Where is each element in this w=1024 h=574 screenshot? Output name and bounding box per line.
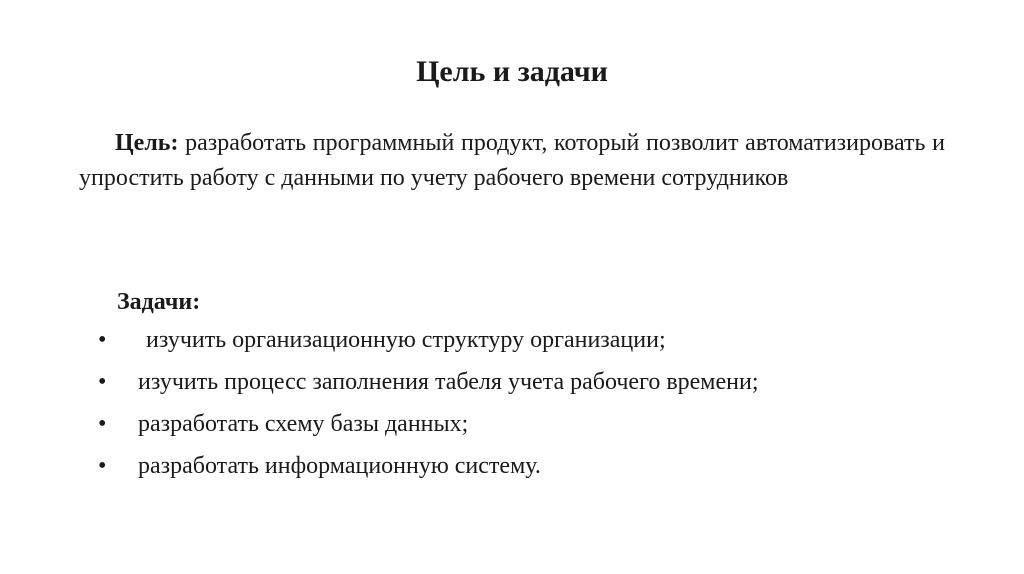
task-list [0, 324, 1024, 492]
task-item [0, 450, 1024, 492]
bullet-icon: • [98, 411, 107, 437]
goal-text: разработать программный продукт, который позволит автоматизировать и упростить работу с данными по учету рабочего времени сотрудников [79, 130, 945, 191]
task-text: разработать схему базы данных; [138, 411, 469, 437]
task-text: разработать информационную систему. [138, 453, 541, 479]
task-item [0, 324, 1024, 366]
tasks-heading: Задачи: [117, 289, 201, 315]
task-text: изучить организационную структуру организации; [146, 327, 666, 353]
bullet-icon: • [98, 327, 107, 353]
task-text: изучить процесс заполнения табеля учета рабочего времени; [138, 369, 759, 395]
slide-title: Цель и задачи [416, 55, 608, 88]
bullet-icon: • [98, 369, 107, 395]
task-item [0, 366, 1024, 408]
goal-label: Цель: [115, 130, 179, 156]
task-item [0, 408, 1024, 450]
goal-paragraph [79, 126, 945, 196]
bullet-icon: • [98, 453, 107, 479]
